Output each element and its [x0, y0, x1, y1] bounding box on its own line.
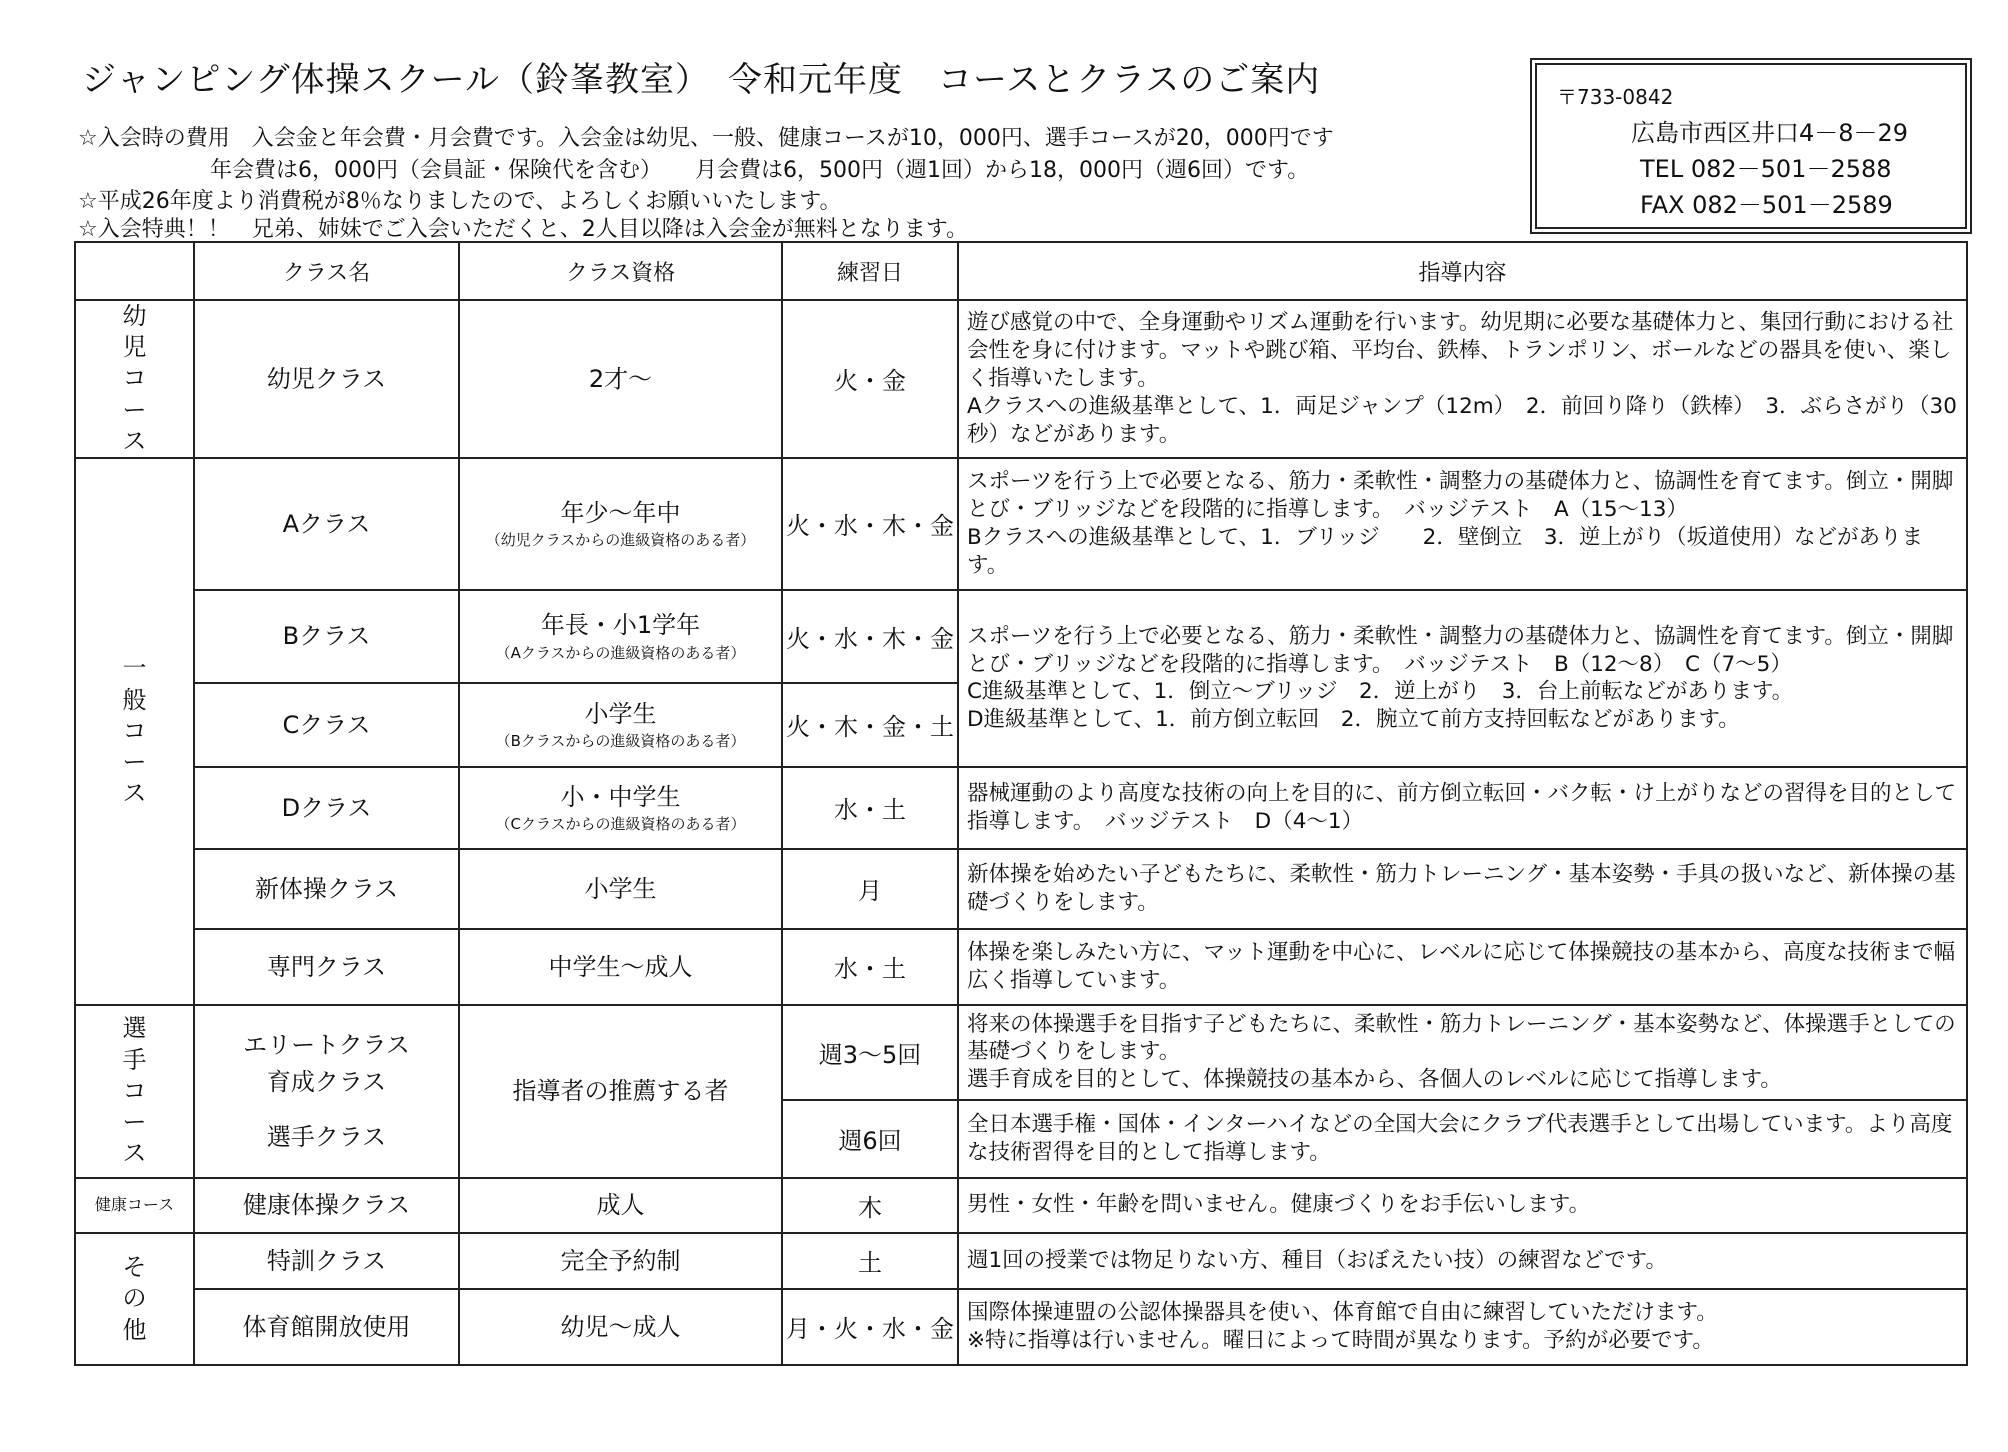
table-header-row — [75, 242, 1967, 300]
practice-days: 週6回 — [782, 1100, 958, 1178]
table-row — [75, 767, 1967, 849]
qualification-note: （Bクラスからの進級資格のある者） — [495, 732, 746, 751]
qualification-note: （Cクラスからの進級資格のある者） — [495, 815, 746, 834]
class-name-senshu: 選手クラス — [266, 1123, 387, 1152]
class-name-group — [194, 1005, 459, 1178]
class-qualification: 幼児～成人 — [459, 1289, 782, 1365]
guidance-text: 体操を楽しみたい方に、マット運動を中心に、レベルに応じて体操競技の基本から、高度な技術まで幅広く指導しています。 — [958, 929, 1967, 1005]
guidance-text: 全日本選手権・国体・インターハイなどの全国大会にクラブ代表選手として出場しています。より高度な技術習得を目的として指導します。 — [958, 1100, 1967, 1178]
practice-days: 火・水・木・金 — [782, 590, 958, 683]
practice-days: 水・土 — [782, 929, 958, 1005]
table-row — [75, 458, 1967, 590]
course-table — [74, 241, 1968, 1366]
course-health: 健康コース — [75, 1178, 194, 1233]
guidance-text: 週1回の授業では物足りない方、種目（おぼえたい技）の練習などです。 — [958, 1233, 1967, 1289]
note-tax: ☆平成26年度より消費税が8％なりましたので、よろしくお願いいたします。 — [78, 189, 842, 214]
table-row — [75, 1178, 1967, 1233]
practice-days: 火・水・木・金 — [782, 458, 958, 590]
course-general: 一般コース — [75, 458, 194, 1005]
practice-days: 月 — [782, 849, 958, 929]
class-name: Bクラス — [194, 590, 459, 683]
class-qualification: 年少～年中 （幼児クラスからの進級資格のある者） — [459, 458, 782, 590]
table-row — [75, 929, 1967, 1005]
class-name: Cクラス — [194, 683, 459, 767]
course-athlete: 選手コース — [75, 1005, 194, 1178]
class-qualification: 中学生～成人 — [459, 929, 782, 1005]
table-row — [75, 1289, 1967, 1365]
class-qualification: 小学生 — [459, 849, 782, 929]
class-name: 新体操クラス — [194, 849, 459, 929]
table-row — [75, 590, 1967, 683]
class-qualification: 指導者の推薦する者 — [459, 1005, 782, 1178]
guidance-text: 新体操を始めたい子どもたちに、柔軟性・筋力トレーニング・基本姿勢・手具の扱いなど、新体操の基礎づくりをします。 — [958, 849, 1967, 929]
header-course — [75, 242, 194, 300]
street-address: 広島市西区井口4－8－29 — [1631, 119, 1909, 147]
fax-number: FAX 082－501－2589 — [1640, 191, 1893, 219]
class-name: Dクラス — [194, 767, 459, 849]
class-qualification: 小・中学生 （Cクラスからの進級資格のある者） — [459, 767, 782, 849]
class-name: 専門クラス — [194, 929, 459, 1005]
class-qualification: 年長・小1学年 （Aクラスからの進級資格のある者） — [459, 590, 782, 683]
guidance-text: スポーツを行う上で必要となる、筋力・柔軟性・調整力の基礎体力と、協調性を育てます。倒立・開脚とび・ブリッジなどを段階的に指導します。 バッジテスト B（12～8） C（7～5） C進級基準として、1．倒立～ブリッジ 2．逆上がり 3．台上前転などがあります。 D進級基準として、1．前方倒立転回 2．腕立て前方支持回転などがあります。 — [958, 590, 1967, 767]
class-qualification: 2才～ — [459, 300, 782, 458]
header-qualification: クラス資格 — [459, 242, 782, 300]
class-name: 幼児クラス — [194, 300, 459, 458]
guidance-text: 国際体操連盟の公認体操器具を使い、体育館で自由に練習していただけます。 ※特に指導は行いません。曜日によって時間が異なります。予約が必要です。 — [958, 1289, 1967, 1365]
practice-days: 火・木・金・土 — [782, 683, 958, 767]
practice-days: 水・土 — [782, 767, 958, 849]
header-guidance: 指導内容 — [958, 242, 1967, 300]
class-qualification: 完全予約制 — [459, 1233, 782, 1289]
practice-days: 土 — [782, 1233, 958, 1289]
practice-days: 月・火・水・金 — [782, 1289, 958, 1365]
course-other: その他 — [75, 1233, 194, 1365]
note-sibling-benefit: ☆入会特典！！ 兄弟、姉妹でご入会いただくと、2人目以降は入会金が無料となります。 — [78, 217, 968, 242]
table-row — [75, 1233, 1967, 1289]
class-name: 特訓クラス — [194, 1233, 459, 1289]
class-name-ikusei: 育成クラス — [266, 1067, 387, 1096]
practice-days: 週3～5回 — [782, 1005, 958, 1100]
class-name: 体育館開放使用 — [194, 1289, 459, 1365]
guidance-text: 遊び感覚の中で、全身運動やリズム運動を行います。幼児期に必要な基礎体力と、集団行動における社会性を身に付けます。マットや跳び箱、平均台、鉄棒、トランポリン、ボールなどの器具を使い、楽しく指導いたします。 Aクラスへの進級基準として、1．両足ジャンプ（12m） 2．前回り降り（鉄棒） 3．ぶらさがり（30秒）などがあります。 — [958, 300, 1967, 458]
table-row — [75, 1005, 1967, 1100]
class-name: Aクラス — [194, 458, 459, 590]
header-practice-days: 練習日 — [782, 242, 958, 300]
qualification-note: （Aクラスからの進級資格のある者） — [495, 643, 746, 662]
address-box — [1535, 63, 1967, 229]
practice-days: 木 — [782, 1178, 958, 1233]
guidance-text: 男性・女性・年齢を問いません。健康づくりをお手伝いします。 — [958, 1178, 1967, 1233]
header-class-name: クラス名 — [194, 242, 459, 300]
class-name: 健康体操クラス — [194, 1178, 459, 1233]
class-qualification: 小学生 （Bクラスからの進級資格のある者） — [459, 683, 782, 767]
class-qualification: 成人 — [459, 1178, 782, 1233]
class-name-elite: エリートクラス — [243, 1030, 410, 1059]
postal-code: 〒733-0842 — [1557, 85, 1674, 109]
guidance-text: スポーツを行う上で必要となる、筋力・柔軟性・調整力の基礎体力と、協調性を育てます。倒立・開脚とび・ブリッジなどを段階的に指導します。 バッジテスト A（15～13） Bクラスへの進級基準として、1．ブリッジ 2．壁倒立 3．逆上がり（坂道使用）などがあります。 — [958, 458, 1967, 590]
table-row — [75, 300, 1967, 458]
note-fees: ☆入会時の費用 入会金と年会費・月会費です。入会金は幼児、一般、健康コースが10，000円、選手コースが20，000円です — [78, 126, 1334, 151]
guidance-text: 将来の体操選手を目指す子どもたちに、柔軟性・筋力トレーニング・基本姿勢など、体操選手としての基礎づくりをします。 選手育成を目的として、体操競技の基本から、各個人のレベルに応じて指導します。 — [958, 1005, 1967, 1100]
page-title: ジャンピング体操スクール（鈴峯教室） 令和元年度 コースとクラスのご案内 — [82, 60, 1321, 100]
guidance-text: 器械運動のより高度な技術の向上を目的に、前方倒立転回・バク転・け上がりなどの習得を目的として指導します。 バッジテスト D（4～1） — [958, 767, 1967, 849]
tel-number: TEL 082－501－2588 — [1640, 155, 1892, 183]
course-infant: 幼児コース — [75, 300, 194, 458]
table-row — [75, 849, 1967, 929]
qualification-note: （幼児クラスからの進級資格のある者） — [485, 531, 756, 550]
practice-days: 火・金 — [782, 300, 958, 458]
note-fees-detail: 年会費は6，000円（会員証・保険代を含む） 月会費は6，500円（週1回）から18，000円（週6回）です。 — [78, 158, 1310, 183]
